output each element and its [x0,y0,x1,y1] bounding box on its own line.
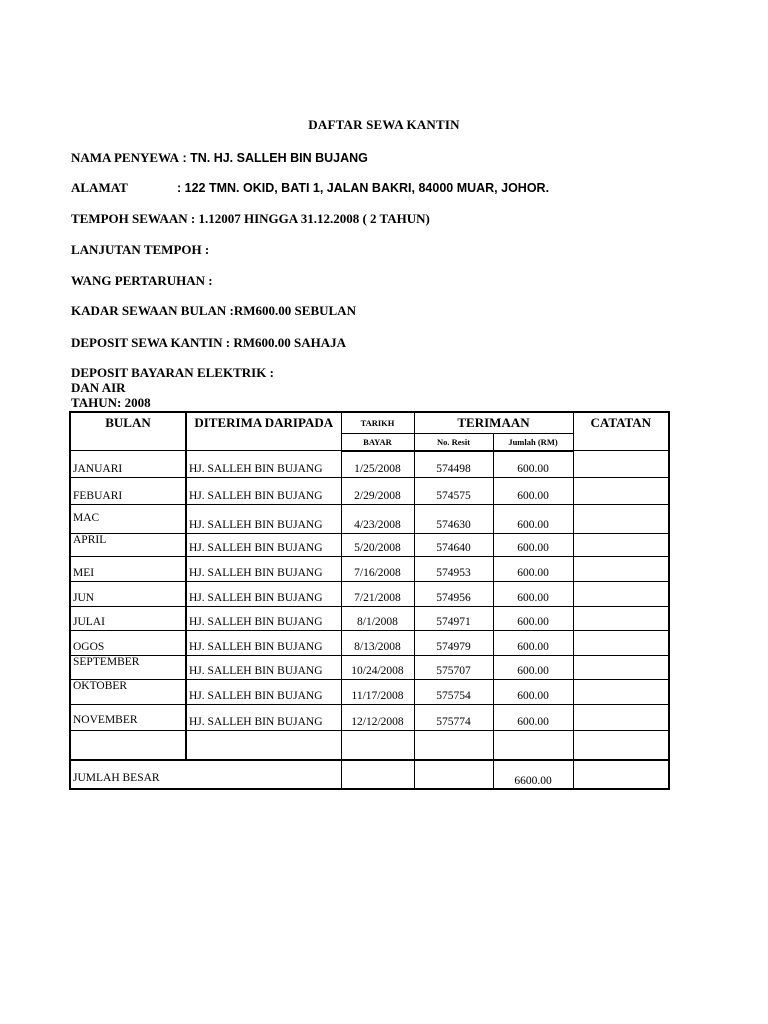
field-alamat [71,180,549,196]
cell-bulan: FEBUARI [70,478,186,505]
cell-daripada: HJ. SALLEH BIN BUJANG [186,478,341,505]
header-bayar: BAYAR [341,434,414,451]
cell-daripada: HJ. SALLEH BIN BUJANG [186,705,341,731]
cell-jumlah: 600.00 [493,534,573,557]
field-label: WANG PERTARUHAN [71,273,205,288]
table-row [70,505,669,534]
total-tarikh [341,760,414,789]
cell-jumlah: 600.00 [493,705,573,731]
field-label: DEPOSIT SEWA KANTIN [71,335,223,350]
cell-resit: 575707 [414,656,493,680]
cell-daripada: HJ. SALLEH BIN BUJANG [186,656,341,680]
cell-tarikh: 11/17/2008 [341,680,414,705]
cell-tarikh: 4/23/2008 [341,505,414,534]
cell-bulan: SEPTEMBER [70,656,186,680]
cell-jumlah: 600.00 [493,680,573,705]
table-row [70,607,669,631]
cell-tarikh: 10/24/2008 [341,656,414,680]
field-label: ALAMAT [71,180,128,195]
rent-payment-table [69,411,670,790]
field-kadar-sewaan [71,303,356,319]
cell-tarikh: 12/12/2008 [341,705,414,731]
cell-resit: 574498 [414,451,493,478]
field-value: TN. HJ. SALLEH BIN BUJANG [190,151,368,165]
field-nama-penyewa [71,150,368,166]
header-tarikh: TARIKH [341,412,414,434]
field-label: TAHUN [71,395,117,410]
field-label: NAMA PENYEWA [71,150,179,165]
table-row [70,705,669,731]
cell-bulan: JANUARI [70,451,186,478]
cell-jumlah: 600.00 [493,557,573,582]
cell-bulan: MAC [70,505,186,534]
cell-bulan: OGOS [70,631,186,656]
field-label: KADAR SEWAAN BULAN [71,303,227,318]
cell-jumlah: 600.00 [493,607,573,631]
cell-jumlah: 600.00 [493,451,573,478]
cell-jumlah: 600.00 [493,631,573,656]
table-row [70,478,669,505]
cell-resit: 574979 [414,631,493,656]
cell-daripada: HJ. SALLEH BIN BUJANG [186,680,341,705]
header-bulan: BULAN [70,412,186,451]
cell-resit: 574956 [414,582,493,607]
field-label: TEMPOH SEWAAN [71,211,188,226]
field-value: 2008 [124,395,151,410]
field-separator: : [178,151,191,165]
table-row [70,656,669,680]
cell-resit: 574575 [414,478,493,505]
table-row [70,451,669,478]
cell-bulan [70,731,186,760]
field-value: 1.12007 HINGGA 31.12.2008 ( 2 TAHUN) [198,211,430,226]
cell-resit: 574640 [414,534,493,557]
cell-catatan [573,582,669,607]
cell-catatan [573,607,669,631]
header-terimaan: TERIMAAN [414,412,573,434]
cell-bulan: JULAI [70,607,186,631]
field-separator: : [205,273,213,288]
table-row [70,582,669,607]
field-label: LANJUTAN TEMPOH [71,242,202,257]
cell-catatan [573,705,669,731]
cell-catatan [573,505,669,534]
header-no-resit: No. Resit [414,434,493,451]
cell-catatan [573,478,669,505]
cell-bulan: JUN [70,582,186,607]
total-catatan [573,760,669,789]
cell-tarikh: 7/16/2008 [341,557,414,582]
cell-tarikh: 8/1/2008 [341,607,414,631]
total-label: JUMLAH BESAR [70,760,341,789]
cell-jumlah [493,731,573,760]
field-value: 122 TMN. OKID, BATI 1, JALAN BAKRI, 84000 MUAR, JOHOR. [184,181,550,195]
header-catatan: CATATAN [573,412,669,451]
cell-bulan: OKTOBER [70,680,186,705]
total-resit [414,760,493,789]
field-separator: : [222,335,234,350]
cell-daripada: HJ. SALLEH BIN BUJANG [186,631,341,656]
cell-daripada: HJ. SALLEH BIN BUJANG [186,557,341,582]
cell-resit: 574971 [414,607,493,631]
field-deposit-elektrik [71,365,274,381]
cell-daripada: HJ. SALLEH BIN BUJANG [186,505,341,534]
field-separator: : [116,395,125,410]
cell-jumlah: 600.00 [493,478,573,505]
field-separator: : [266,365,274,380]
table-row [70,680,669,705]
field-separator: : [201,242,210,257]
cell-tarikh [341,731,414,760]
cell-tarikh: 5/20/2008 [341,534,414,557]
field-separator: : [177,181,185,195]
field-tempoh-sewaan [71,211,430,227]
cell-catatan [573,451,669,478]
table-row-total [70,760,669,789]
field-separator: : [226,303,234,318]
cell-daripada: HJ. SALLEH BIN BUJANG [186,534,341,557]
cell-tarikh: 8/13/2008 [341,631,414,656]
field-deposit-sewa [71,335,346,351]
cell-jumlah: 600.00 [493,505,573,534]
cell-catatan [573,557,669,582]
cell-catatan [573,656,669,680]
field-value: RM600.00 SAHAJA [233,335,346,350]
cell-resit [414,731,493,760]
cell-resit: 575754 [414,680,493,705]
table-row [70,631,669,656]
field-separator: : [187,211,199,226]
cell-daripada: HJ. SALLEH BIN BUJANG [186,451,341,478]
header-diterima-daripada: DITERIMA DARIPADA [186,412,341,451]
cell-daripada: HJ. SALLEH BIN BUJANG [186,607,341,631]
cell-daripada: HJ. SALLEH BIN BUJANG [186,582,341,607]
cell-tarikh: 2/29/2008 [341,478,414,505]
field-value: RM600.00 SEBULAN [233,303,356,318]
table-row [70,557,669,582]
cell-tarikh: 1/25/2008 [341,451,414,478]
field-lanjutan-tempoh [71,242,209,258]
table-row [70,534,669,557]
field-label: DEPOSIT BAYARAN ELEKTRIK [71,365,267,380]
cell-jumlah: 600.00 [493,582,573,607]
cell-catatan [573,534,669,557]
field-wang-pertaruhan [71,273,213,289]
cell-bulan: APRIL [70,534,186,557]
cell-catatan [573,631,669,656]
cell-resit: 574953 [414,557,493,582]
document-title: DAFTAR SEWA KANTIN [308,117,460,132]
cell-jumlah: 600.00 [493,656,573,680]
cell-catatan [573,680,669,705]
field-tahun [71,395,151,411]
cell-catatan [573,731,669,760]
cell-resit: 575774 [414,705,493,731]
cell-bulan: NOVEMBER [70,705,186,731]
field-dan-air [71,380,126,396]
total-jumlah: 6600.00 [493,760,573,789]
header-jumlah: Jumlah (RM) [493,434,573,451]
table-row-empty [70,731,669,760]
cell-resit: 574630 [414,505,493,534]
cell-daripada [186,731,341,760]
cell-bulan: MEI [70,557,186,582]
cell-tarikh: 7/21/2008 [341,582,414,607]
field-label: DAN AIR [71,380,126,395]
